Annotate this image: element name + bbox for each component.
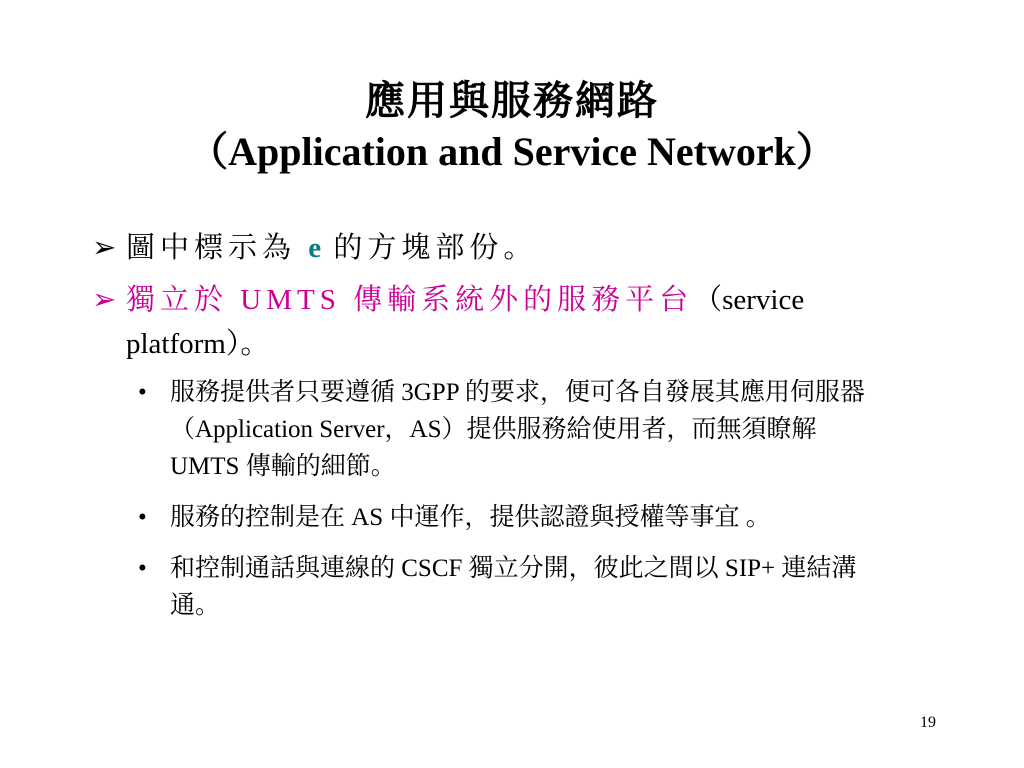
dot-bullet-icon: •	[138, 555, 147, 582]
arrow-bullet-icon: ➢	[92, 232, 117, 264]
content-area	[92, 226, 942, 638]
highlight-magenta-text: 獨立於 UMTS 傳輸系統外的服務平台	[126, 284, 694, 316]
bullet-text-part: 圖中標示為	[126, 232, 309, 264]
highlight-e: e	[308, 232, 322, 264]
bullet-text-part: （service platform）。	[126, 284, 805, 360]
sub-bullet-text: 和控制通話與連線的 CSCF 獨立分開，彼此之間以 SIP+ 連結溝通。	[170, 555, 857, 619]
title-english: （Application and Service Network）	[188, 129, 836, 174]
bullet-text-part: 的方塊部份。	[321, 232, 538, 264]
arrow-bullet-icon: ➢	[92, 284, 117, 316]
sub-bullet-text: 服務的控制是在 AS 中運作，提供認證與授權等事宜 。	[170, 504, 771, 531]
title-block	[0, 76, 1024, 178]
page-number: 19	[920, 714, 936, 731]
sub-bullet-text: 服務提供者只要遵循 3GPP 的要求，便可各自發展其應用伺服器（Application Server，AS）提供服務給使用者，而無須瞭解 UMTS 傳輸的細節。	[170, 379, 865, 480]
dot-bullet-icon: •	[138, 379, 147, 406]
sub-bullet-item	[138, 374, 870, 485]
sub-bullet-item	[138, 499, 870, 536]
title-chinese: 應用與服務網路	[365, 78, 659, 123]
sub-bullet-item	[138, 550, 870, 624]
bullet-item	[92, 278, 942, 366]
dot-bullet-icon: •	[138, 504, 147, 531]
bullet-item	[92, 226, 942, 270]
